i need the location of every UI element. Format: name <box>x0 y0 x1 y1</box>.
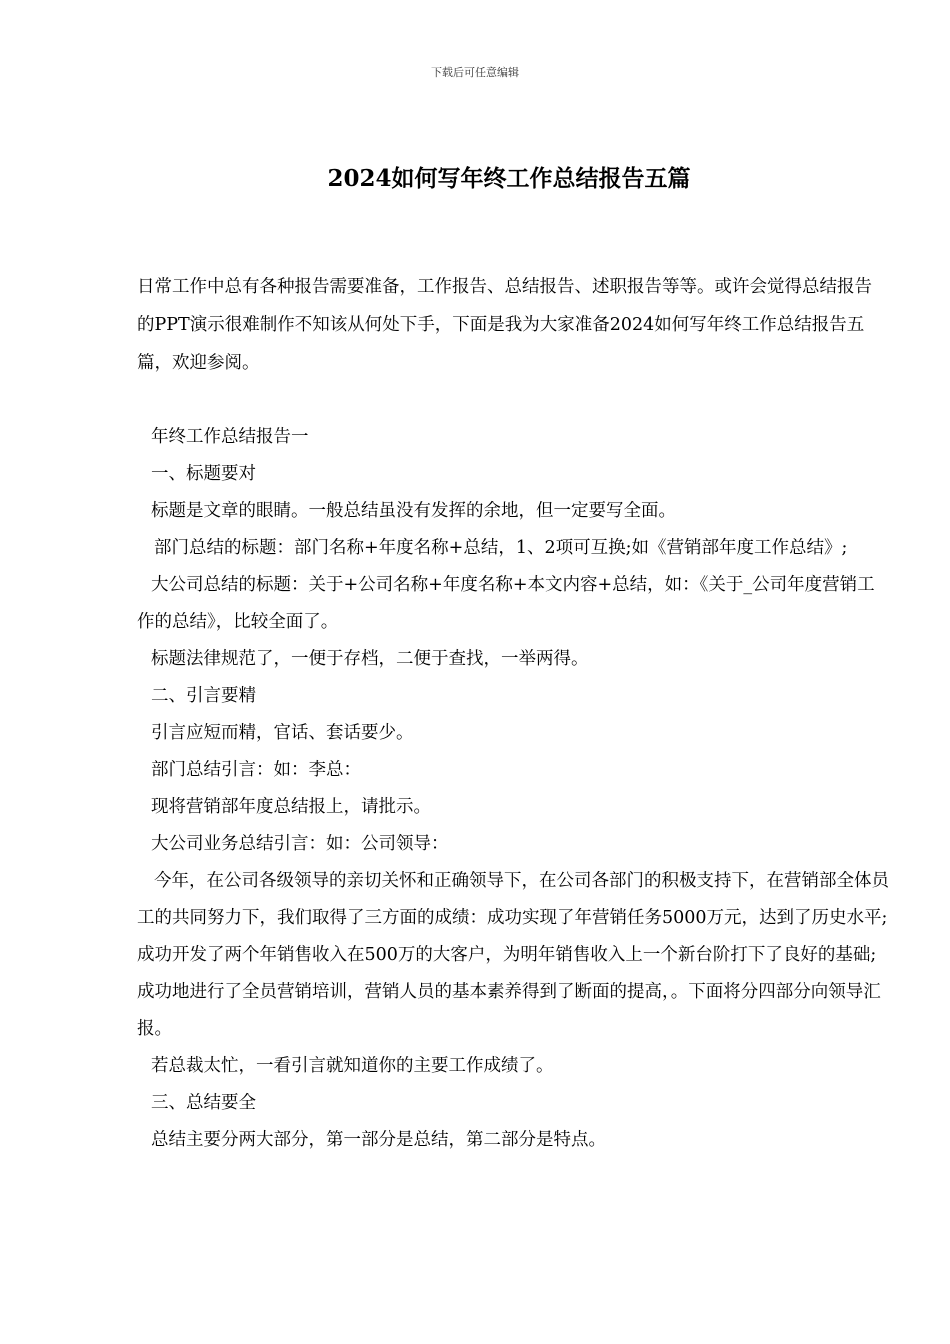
paragraph: 大公司业务总结引言：如：公司领导： <box>151 834 449 854</box>
heading-1: 一、标题要对 <box>151 464 256 484</box>
paragraph: 总结主要分两大部分，第一部分是总结，第二部分是特点。 <box>151 1130 606 1150</box>
paragraph: 部门总结引言：如：李总： <box>151 760 361 780</box>
header-note: 下载后可任意编辑 <box>431 66 519 79</box>
document-title: 2024如何写年终工作总结报告五篇 <box>327 165 691 192</box>
paragraph: 若总裁太忙，一看引言就知道你的主要工作成绩了。 <box>151 1056 554 1076</box>
paragraph: 现将营销部年度总结报上，请批示。 <box>151 797 431 817</box>
heading-3: 三、总结要全 <box>151 1093 256 1113</box>
paragraph: 大公司总结的标题：关于+公司名称+年度名称+本文内容+总结，如：《关于_公司年度营销工作的总结》，比较全面了。 <box>137 575 875 632</box>
intro-paragraph: 日常工作中总有各种报告需要准备，工作报告、总结报告、述职报告等等。或许会觉得总结报告的PPT演示很难制作不知该从何处下手，下面是我为大家准备2024如何写年终工作总结报告五篇，欢迎参阅。 <box>137 277 872 373</box>
heading-2: 二、引言要精 <box>151 686 256 706</box>
section-title: 年终工作总结报告一 <box>151 427 309 447</box>
paragraph: 部门总结的标题：部门名称+年度名称+总结，1、2项可互换;如《营销部年度工作总结》; <box>154 538 848 558</box>
paragraph: 标题法律规范了，一便于存档，二便于查找，一举两得。 <box>151 649 589 669</box>
paragraph: 今年，在公司各级领导的亲切关怀和正确领导下，在公司各部门的积极支持下，在营销部全体员工的共同努力下，我们取得了三方面的成绩：成功实现了年营销任务5000万元，达到了历史水平;成功开发了两个年销售收入在500万的大客户，为明年销售收入上一个新台阶打下了良好的基础;成功地进行了全员营销培训，营销人员的基本素养得到了断面的提高，。下面将分四部分向领导汇报。 <box>137 871 889 1039</box>
paragraph: 标题是文章的眼睛。一般总结虽没有发挥的余地，但一定要写全面。 <box>151 501 676 521</box>
paragraph: 引言应短而精，官话、套话要少。 <box>151 723 414 743</box>
document-body <box>137 419 889 1159</box>
